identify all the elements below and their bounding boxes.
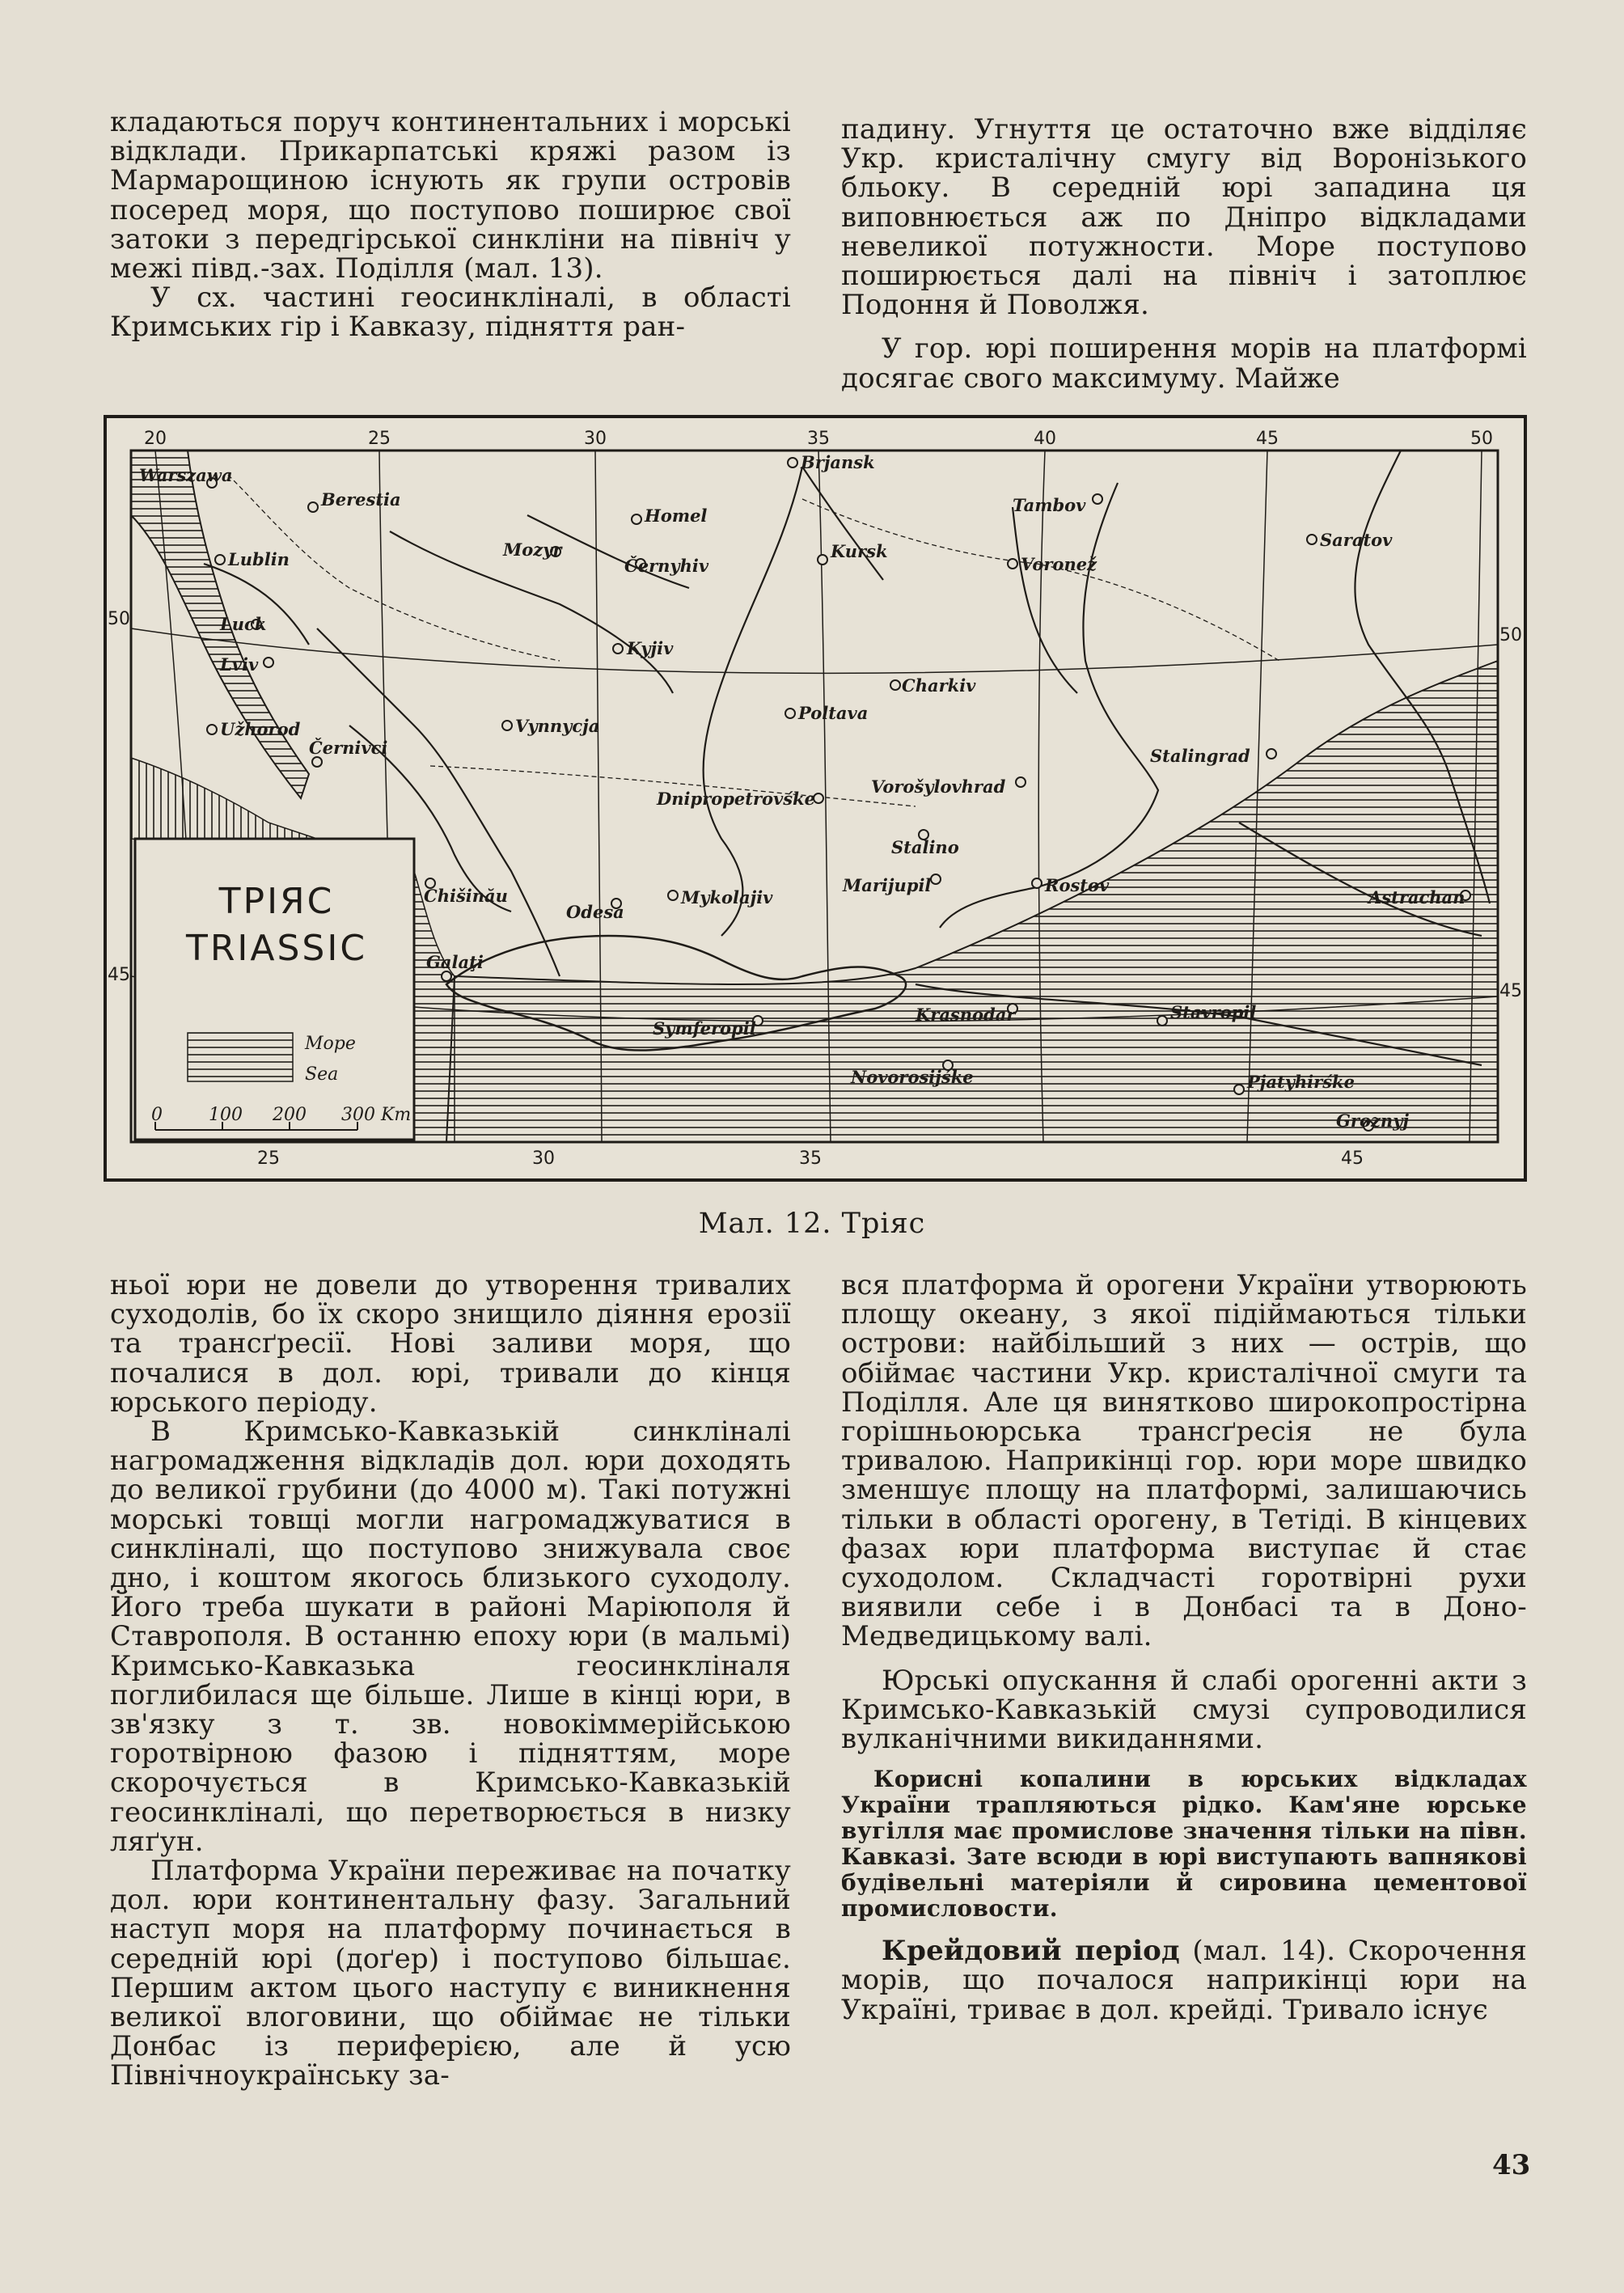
city-label: Rostov <box>1045 875 1110 895</box>
city-label: Saratov <box>1320 530 1393 550</box>
degree-label: 25 <box>257 1149 280 1169</box>
degree-label: 50 <box>1470 429 1493 449</box>
paragraph-text: (мал. 14). Скорочення морів, що почалося наприкінці юри на Україні, триває в дол. крейді. Тривало існує <box>841 1935 1527 2026</box>
degree-label: 50 <box>1499 625 1522 645</box>
degree-label: 35 <box>807 429 830 449</box>
degree-label: 30 <box>584 429 607 449</box>
degree-label: 45 <box>1499 981 1522 1001</box>
city-label: Luck <box>220 614 267 634</box>
city-label: Stalino <box>891 837 959 857</box>
city-label: Černyhiv <box>624 556 709 576</box>
city-label: Galaţi <box>426 952 484 972</box>
city-label: Brjansk <box>801 452 875 472</box>
note-paragraph: Корисні копалини в юрських відкладах України трапляються рідко. Кам'яне юрське вугілля має промислове значення тільки на півн. Кавказі. Зате всюди в юрі виступають вапнякові будівельні матеріяли й сировина цементової промисловости. <box>841 1766 1527 1923</box>
city-label: Novorosijśke <box>851 1067 974 1087</box>
city-label: Astrachan <box>1368 887 1465 907</box>
city-label: Černivci <box>309 738 388 758</box>
city-label: Lviv <box>220 654 259 675</box>
city-label: Marijupil <box>843 875 932 895</box>
figure-caption: Мал. 12. Тріяс <box>698 1208 926 1240</box>
text-column-top-left <box>110 108 791 342</box>
city-label: Stalingrad <box>1150 746 1250 766</box>
city-label: Dnipropetrovśke <box>657 789 815 809</box>
city-label: Voronež <box>1021 554 1097 574</box>
city-label: Vynnycja <box>515 716 600 736</box>
degree-label: 50 <box>108 609 130 629</box>
city-label: Groznyj <box>1336 1111 1409 1131</box>
paragraph <box>841 1936 1527 2024</box>
sea-area-southwest <box>414 871 455 1142</box>
city-label: Odesa <box>566 902 624 922</box>
paragraph: Юрські опускання й слабі орогенні акти з Кримсько-Кавказькій смузі супроводилися вулканічними викиданнями. <box>841 1664 1527 1756</box>
paragraph: В Кримсько-Кавказькій синкліналі нагромадження відкладів дол. юри доходять до великої грубини (до 4000 м). Такі потужні морські товщі могли нагромаджуватися в синкліналі, що поступово знижувала своє дно, і коштом якогось близького суходолу. Його треба шукати в районі Маріюполя й Ставрополя. В останню епоху юри (в мальмі) Кримсько-Кавказька геосинкліналя поглибилася ще більше. Лише в кінці юри, в зв'язку з т. зв. новокіммерійською горотвірною фазою і підняттям, море скорочується в Кримсько-Кавказькій геосинкліналі, що перетворюється в низку ляґун. <box>110 1415 791 1858</box>
city-label: Pjatyhirśke <box>1247 1072 1355 1092</box>
degree-label: 20 <box>144 429 167 449</box>
paragraph: вся платформа й орогени України утворюють площу океану, з якої підіймаються тільки острови: найбільший з них — острів, що обіймає частини Укр. кристалічної смуги та Поділля. Але ця винятково широкопростірна горішньоюрська трансґресія не була тривалою. Наприкінці гор. юри море швидко зменшує площу на платформі, залишаючись тільки в області орогену, в Тетіді. В кінцевих фазах юри платформа виступає й стає суходолом. Складчасті горотвірні рухи виявили себе і в Донбасі та в Доно-Медведицькому валі. <box>841 1269 1527 1653</box>
scale-label: 300 Km <box>341 1105 412 1125</box>
legend-sea-en: Sea <box>305 1064 339 1085</box>
city-label: Mozyr <box>503 539 562 560</box>
city-label: Symferopil <box>653 1018 756 1039</box>
paragraph: ньої юри не довели до утворення тривалих суходолів, бо їх скоро знищило діяння ерозії та трансґресії. Нові заливи моря, що почалися в дол. юрі, тривали до кінця юрського періоду. <box>110 1269 791 1419</box>
city-label: Homel <box>645 506 708 526</box>
scale-label: 200 <box>273 1105 307 1125</box>
city-label: Chišinău <box>424 886 508 906</box>
scale-label: 100 <box>209 1105 243 1125</box>
triassic-map <box>104 415 1527 1182</box>
city-label: Poltava <box>798 703 869 723</box>
city-label: Lublin <box>228 549 290 569</box>
degree-label: 45 <box>1341 1149 1364 1169</box>
degree-label: 25 <box>368 429 391 449</box>
degree-label: 35 <box>799 1149 822 1169</box>
legend-sea-ua: Море <box>305 1034 356 1054</box>
city-label: Warszawa <box>139 465 233 485</box>
legend-title-ua: ТРІЯС <box>218 881 335 922</box>
page-number: 43 <box>1492 2149 1531 2181</box>
city-label: Kyjiv <box>627 638 674 658</box>
paragraph: Платформа України переживає на початку дол. юри континентальну фазу. Загальний наступ моря на платформу починається в середній юрі (доґер) і поступово більшає. Першим актом цього наступу є виникнення великої влоговини, що обіймає не тільки Донбас із периферією, але й усю Північноукраїнську за- <box>110 1855 791 2092</box>
city-label: Charkiv <box>902 675 976 696</box>
city-label: Tambov <box>1013 495 1086 515</box>
city-label: Berestia <box>321 489 401 510</box>
degree-label: 45 <box>108 965 130 985</box>
section-heading: Крейдовий період <box>882 1935 1180 1968</box>
paragraph: У гор. юрі поширення морів на платформі досягає свого максимуму. Майже <box>841 332 1527 395</box>
text-column-bottom-right <box>841 1271 1527 2024</box>
legend-sea-swatch <box>188 1033 293 1081</box>
degree-label: 30 <box>532 1149 555 1169</box>
text-column-top-right <box>841 115 1527 393</box>
city-label: Krasnodar <box>916 1005 1016 1025</box>
city-label: Mykolajiv <box>681 887 773 907</box>
city-label: Stavropil <box>1170 1002 1257 1022</box>
degree-label: 40 <box>1034 429 1056 449</box>
degree-label: 45 <box>1256 429 1279 449</box>
city-label: Užhorod <box>220 719 301 739</box>
paragraph: У сх. частині геосинкліналі, в області Кримських гір і Кавказу, підняття ран- <box>110 281 791 344</box>
scale-label: 0 <box>151 1105 163 1125</box>
paragraph: падину. Угнуття це остаточно вже відділяє Укр. кристалічну смугу від Воронізького бльоку. В середній юрі западина ця виповнюється аж по Дніпро відкладами невеликої потужности. Море поступово поширюється далі на північ і затоплює Подоння й Поволжя. <box>841 113 1527 322</box>
text-column-bottom-left <box>110 1271 791 2091</box>
legend-title-en: TRIASSIC <box>185 928 368 969</box>
paragraph: кладаються поруч континентальних і морські відклади. Прикарпатські кряжі разом із Мармарощиною існують як групи островів посеред моря, що поступово поширює свої затоки з передгірської синкліни на північ у межі півд.-зах. Поділля (мал. 13). <box>110 106 791 286</box>
city-label: Vorošylovhrad <box>871 776 1006 797</box>
city-label: Kursk <box>831 541 888 561</box>
